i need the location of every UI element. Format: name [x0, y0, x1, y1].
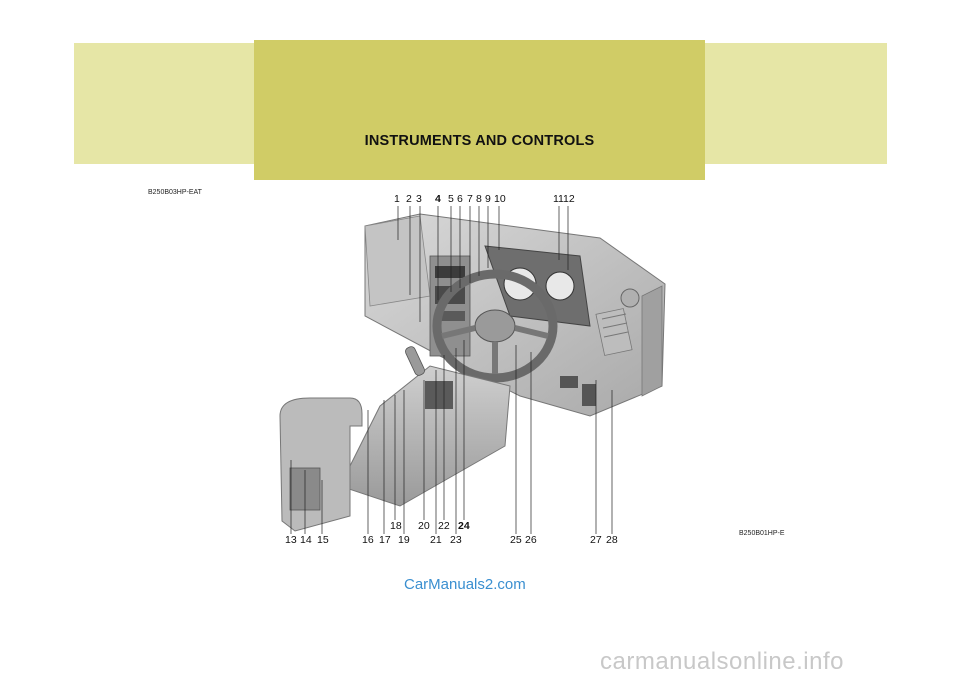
callout-label: 24	[458, 520, 470, 532]
callout-label: 3	[416, 193, 422, 205]
callout-label: 12	[563, 193, 575, 205]
header-band-right	[705, 43, 887, 164]
callout-label: 8	[476, 193, 482, 205]
armrest	[280, 398, 362, 531]
dashboard-illustration	[270, 186, 690, 551]
callout-label: 14	[300, 534, 312, 546]
callout-label: 7	[467, 193, 473, 205]
figure-code-right: B250B01HP-E	[739, 530, 785, 537]
steering-hub	[475, 310, 515, 342]
side-vent	[621, 289, 639, 307]
callout-label: 19	[398, 534, 410, 546]
header-band-left	[74, 43, 254, 164]
callout-label: 20	[418, 520, 430, 532]
callout-label: 23	[450, 534, 462, 546]
console-cupholder	[290, 468, 320, 510]
radio-unit	[435, 266, 465, 278]
callout-label: 26	[525, 534, 537, 546]
callout-label: 16	[362, 534, 374, 546]
callout-label: 11	[553, 193, 564, 205]
figure-code-left: B250B03HP-EAT	[148, 189, 202, 196]
callout-label: 22	[438, 520, 450, 532]
callout-label: 10	[494, 193, 506, 205]
callout-label: 5	[448, 193, 454, 205]
callout-label: 25	[510, 534, 522, 546]
callout-label: 9	[485, 193, 491, 205]
callout-label: 28	[606, 534, 618, 546]
callout-label: 4	[435, 193, 441, 205]
callout-label: 13	[285, 534, 297, 546]
glovebox	[365, 216, 430, 306]
shift-lever	[404, 345, 426, 376]
callout-label: 6	[457, 193, 463, 205]
carmanualsonline-watermark[interactable]: carmanualsonline.info	[600, 648, 844, 675]
carmanuals-watermark[interactable]: CarManuals2.com	[404, 576, 526, 593]
pedal	[560, 376, 578, 388]
shift-gate	[425, 381, 453, 409]
callout-label: 2	[406, 193, 412, 205]
pedal	[582, 384, 596, 406]
header-band	[254, 40, 705, 180]
callout-label: 27	[590, 534, 602, 546]
callout-label: 21	[430, 534, 442, 546]
tachometer	[546, 272, 574, 300]
callout-label: 18	[390, 520, 402, 532]
page-title: INSTRUMENTS AND CONTROLS	[364, 133, 595, 149]
callout-label: 17	[379, 534, 391, 546]
callout-label: 15	[317, 534, 329, 546]
callout-label: 1	[394, 193, 400, 205]
